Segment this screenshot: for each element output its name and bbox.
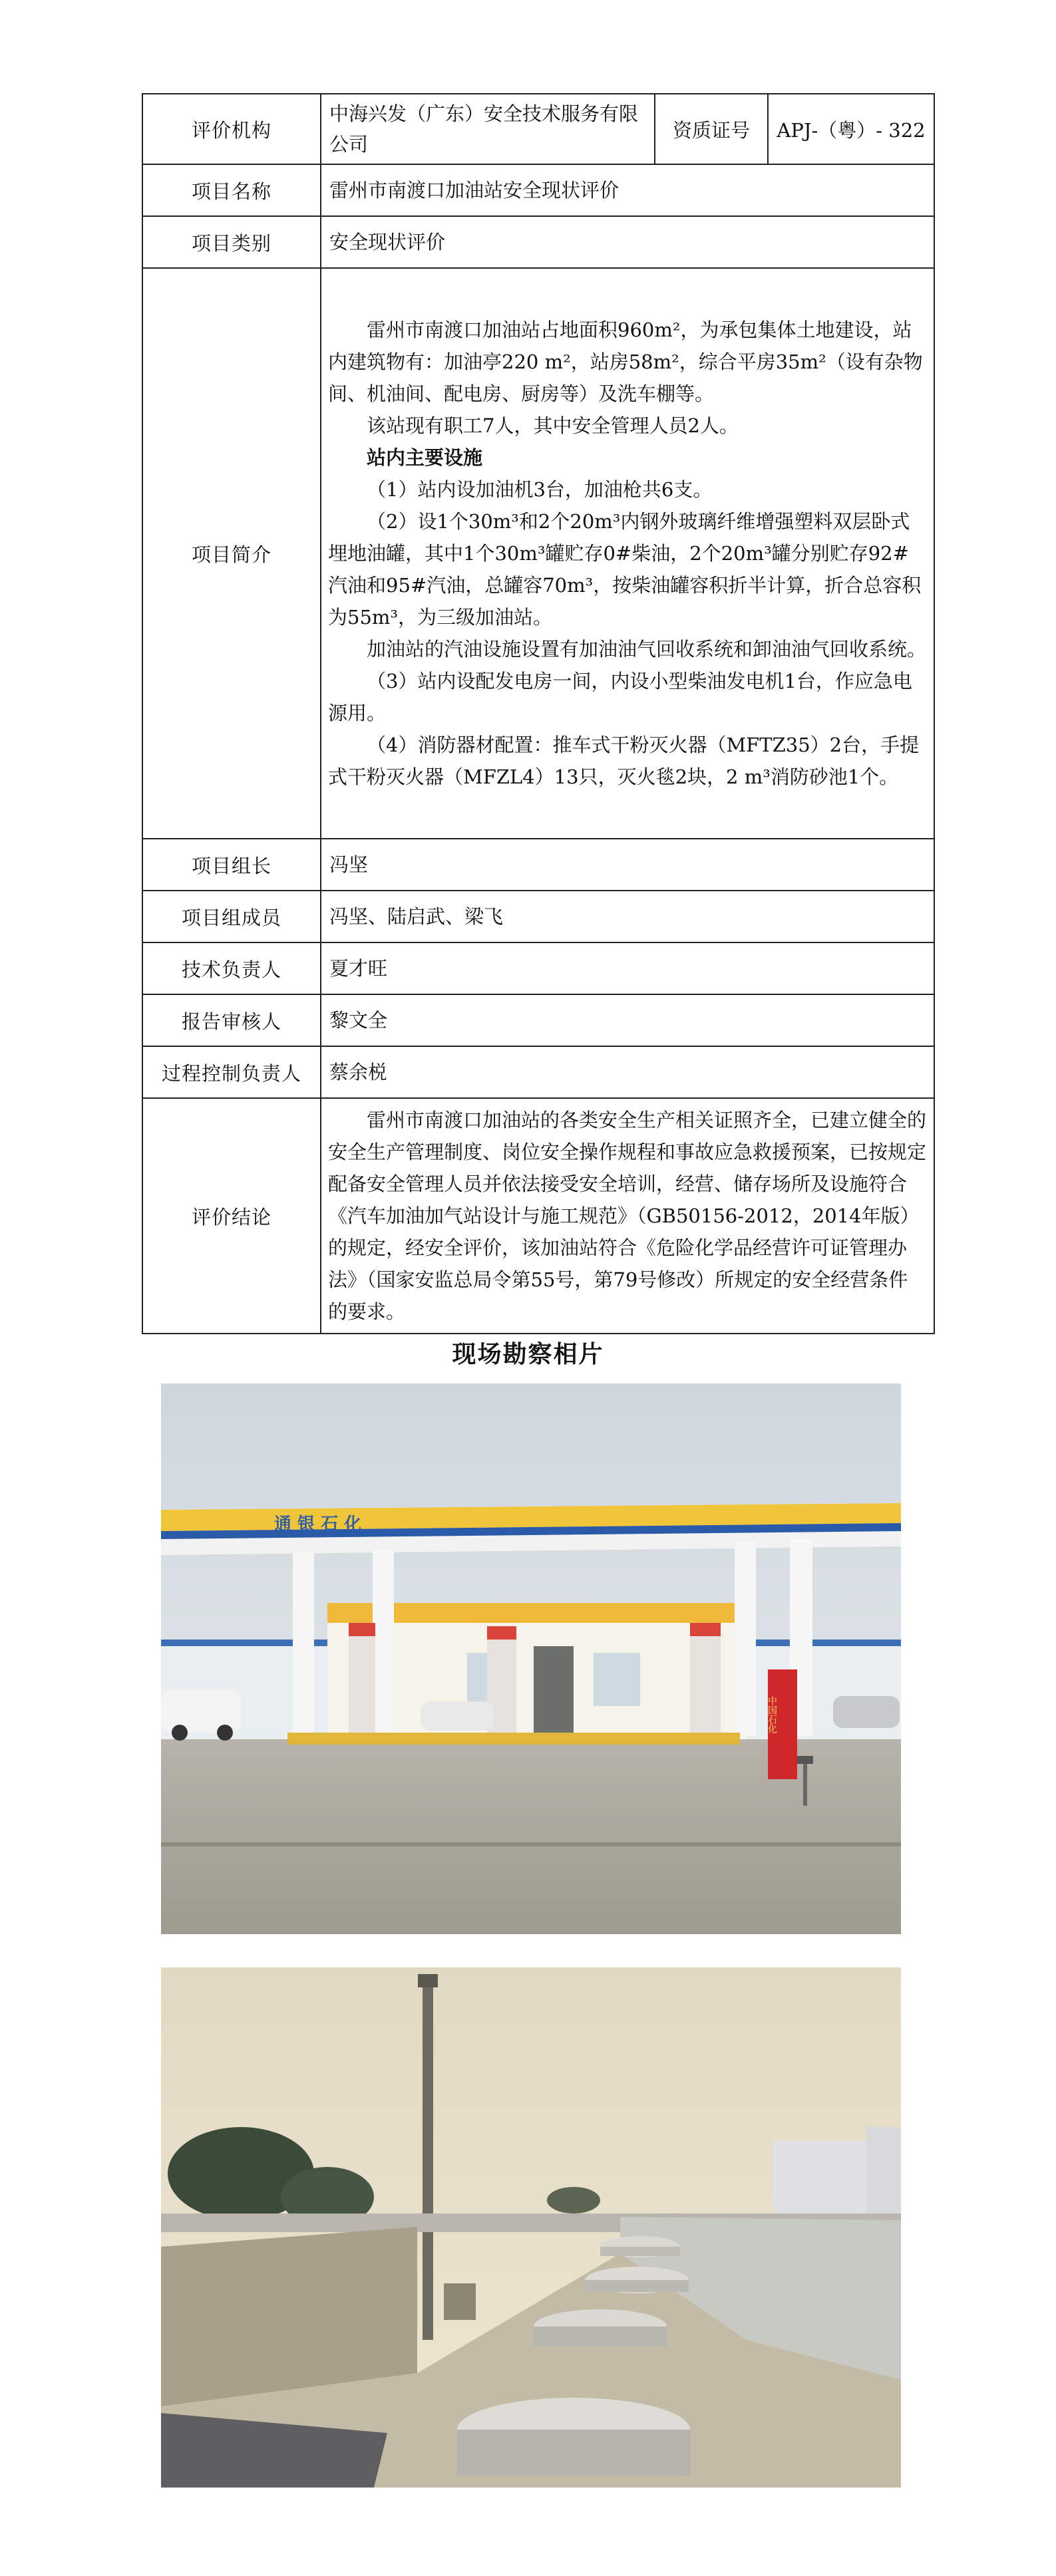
photo-section-title: 现场勘察相片 [452, 1341, 604, 1368]
members-label: 项目组成员 [142, 891, 321, 942]
intro-paragraph-dispensers: （1）站内设加油机3台，加油枪共6支。 [367, 478, 713, 501]
members-value: 冯坚、陆启武、梁飞 [321, 891, 934, 942]
intro-paragraph-staff: 该站现有职工7人，其中安全管理人员2人。 [367, 414, 739, 437]
intro-paragraph-vapor-recovery: 加油站的汽油设施设置有加油油气回收系统和卸油油气回收系统。 [367, 638, 927, 660]
process-value: 蔡余棁 [321, 1046, 934, 1098]
org-value: 中海兴发（广东）安全技术服务有限公司 [321, 94, 655, 164]
process-label: 过程控制负责人 [142, 1046, 321, 1098]
reviewer-row [142, 994, 934, 1046]
intro-paragraph-area: 雷州市南渡口加油站占地面积960m²，为承包集体土地建设，站内建筑物有：加油亭220 m²，站房58m²，综合平房35m²（设有杂物间、机油间、配电房、厨房等）及洗车棚等。 [328, 319, 923, 405]
tech-label: 技术负责人 [142, 942, 321, 994]
tech-value: 夏才旺 [321, 942, 934, 994]
intro-paragraph-tanks: （2）设1个30m³和2个20m³内钢外玻璃纤维增强塑料双层卧式埋地油罐，其中1个30m³罐贮存0#柴油，2个20m³罐分别贮存92#汽油和95#汽油，总罐容70m³，按柴油罐容积折半计算，折合总容积为55m³，为三级加油站。 [328, 510, 922, 629]
photo-gas-station-forecourt [161, 1383, 901, 1934]
project-type-label: 项目类别 [142, 216, 321, 268]
cert-label: 资质证号 [655, 94, 768, 164]
side-banner-text: 中国石化 [767, 1696, 777, 1733]
conclusion-label: 评价结论 [142, 1098, 321, 1334]
intro-paragraph-fire-equipment: （4）消防器材配置：推车式干粉灭火器（MFTZ35）2台，手提式干粉灭火器（MFZL4）13只，灭火毯2块，2 m³消防砂池1个。 [328, 734, 920, 788]
project-name-value: 雷州市南渡口加油站安全现状评价 [321, 164, 934, 216]
members-row [142, 891, 934, 942]
org-label: 评价机构 [142, 94, 321, 164]
intro-value [321, 268, 934, 839]
intro-paragraph-facilities-heading: 站内主要设施 [367, 446, 483, 469]
cert-value: APJ-（粤）- 322 [768, 94, 934, 164]
project-type-value: 安全现状评价 [321, 216, 934, 268]
conclusion-row [142, 1098, 934, 1334]
project-name-row [142, 164, 934, 216]
intro-paragraph-generator: （3）站内设配发电房一间，内设小型柴油发电机1台，作应急电源用。 [328, 670, 912, 724]
org-row [142, 94, 934, 164]
reviewer-label: 报告审核人 [142, 994, 321, 1046]
leader-value: 冯坚 [321, 839, 934, 891]
project-type-row [142, 216, 934, 268]
leader-label: 项目组长 [142, 839, 321, 891]
intro-label: 项目简介 [142, 268, 321, 839]
intro-row [142, 268, 934, 839]
conclusion-value [321, 1098, 934, 1334]
leader-row [142, 839, 934, 891]
tech-row [142, 942, 934, 994]
project-name-label: 项目名称 [142, 164, 321, 216]
process-row [142, 1046, 934, 1098]
conclusion-text: 雷州市南渡口加油站的各类安全生产相关证照齐全，已建立健全的安全生产管理制度、岗位安全操作规程和事故应急救援预案，已按规定配备安全管理人员并依法接受安全培训，经营、储存场所及设施符合《汽车加油加气站设计与施工规范》（GB50156-2012，2014年版）的规定，经安全评价，该加油站符合《危险化学品经营许可证管理办法》（国家安监总局令第55号，第79号修改）所规定的安全经营条件的要求。 [328, 1109, 927, 1323]
photo-underground-tank-area [161, 1967, 901, 2488]
evaluation-info-table [142, 93, 935, 1334]
reviewer-value: 黎文全 [321, 994, 934, 1046]
canopy-sign-text: 通 银 石 化 [274, 1514, 362, 1534]
